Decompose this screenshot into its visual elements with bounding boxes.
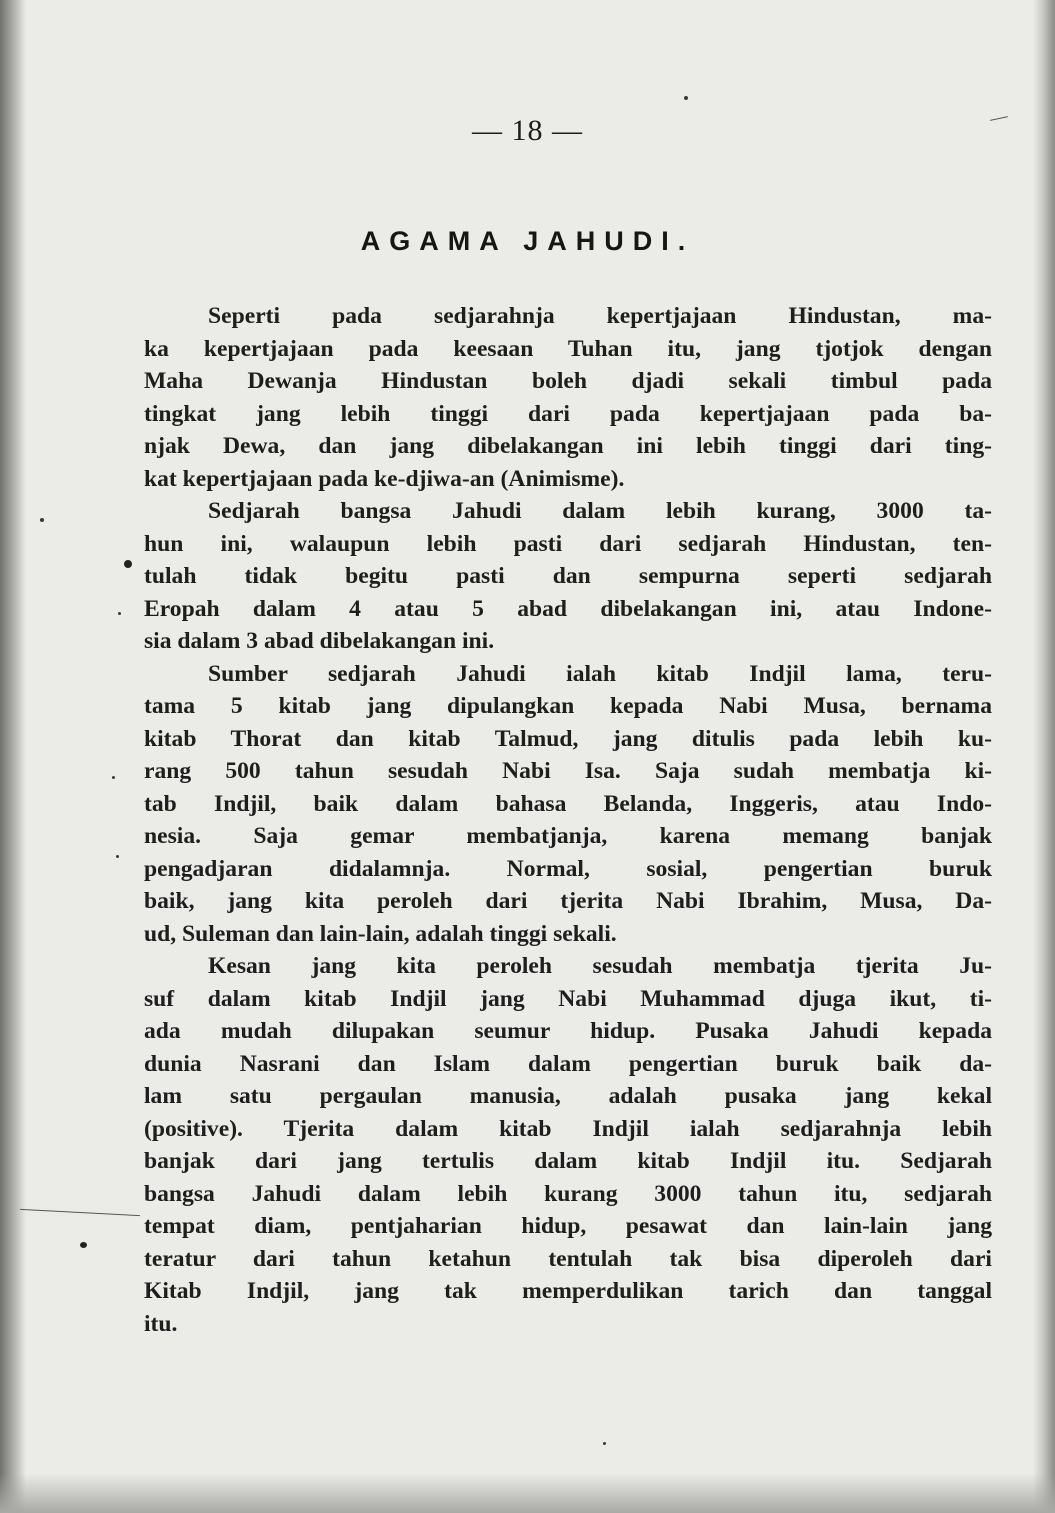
text-line: (positive). Tjerita dalam kitab Indjil ialah sedjarahnja lebih (144, 1115, 992, 1142)
text-line: rang 500 tahun sesudah Nabi Isa. Saja sudah membatja ki- (144, 758, 992, 784)
text-line: Sedjarah bangsa Jahudi dalam lebih kurang, 3000 ta- (208, 498, 992, 524)
text-line: tempat diam, pentjaharian hidup, pesawat dan lain-lain jang (144, 1213, 992, 1239)
ink-speck (40, 518, 44, 522)
ink-speck (684, 96, 688, 100)
ink-speck (118, 612, 121, 615)
text-line: lam satu pergaulan manusia, adalah pusaka jang kekal (144, 1083, 992, 1109)
text-line: tingkat jang lebih tinggi dari pada kepertjajaan pada ba- (144, 400, 992, 427)
text-line: baik, jang kita peroleh dari tjerita Nabi Ibrahim, Musa, Da- (144, 888, 992, 914)
text-line: banjak dari jang tertulis dalam kitab Indjil itu. Sedjarah (144, 1148, 992, 1174)
paragraph-3 (144, 658, 992, 951)
paragraph-4 (144, 950, 992, 1340)
text-line: pengadjaran didalamnja. Normal, sosial, pengertian buruk (144, 855, 992, 882)
text-line: sia dalam 3 abad dibelakangan ini. (144, 628, 495, 654)
text-line: Maha Dewanja Hindustan boleh djadi sekali timbul pada (144, 368, 992, 394)
text-line: ud, Suleman dan lain-lain, adalah tinggi sekali. (144, 920, 617, 947)
text-line: suf dalam kitab Indjil jang Nabi Muhammad djuga ikut, ti- (144, 985, 992, 1012)
page-number: — 18 — (472, 114, 583, 147)
text-line: Kesan jang kita peroleh sesudah membatja tjerita Ju- (208, 953, 992, 979)
text-line: hun ini, walaupun lebih pasti dari sedjarah Hindustan, ten- (144, 530, 992, 557)
ink-dot (80, 1242, 87, 1248)
ink-dot (124, 560, 132, 568)
text-line: kat kepertjajaan pada ke-djiwa-an (Animisme). (144, 465, 625, 492)
text-line: bangsa Jahudi dalam lebih kurang 3000 tahun itu, sedjarah (144, 1180, 992, 1207)
text-line: njak Dewa, dan jang dibelakangan ini lebih tinggi dari ting- (144, 433, 992, 459)
page-edge-bottom (0, 1473, 1055, 1513)
text-line: nesia. Saja gemar membatjanja, karena memang banjak (144, 823, 992, 849)
paragraph-2 (144, 495, 992, 658)
chapter-title: AGAMA JAHUDI. (360, 226, 695, 256)
text-line: kitab Thorat dan kitab Talmud, jang ditulis pada lebih ku- (144, 725, 992, 752)
text-line: Seperti pada sedjarahnja kepertjajaan Hindustan, ma- (208, 303, 992, 329)
text-line: itu. (144, 1310, 178, 1337)
text-line: Sumber sedjarah Jahudi ialah kitab Indjil lama, teru- (208, 660, 992, 687)
text-line: Eropah dalam 4 atau 5 abad dibelakangan ini, atau Indone- (144, 595, 992, 622)
text-line: ada mudah dilupakan seumur hidup. Pusaka Jahudi kepada (144, 1018, 992, 1044)
body-text (144, 300, 992, 1340)
ink-speck (116, 855, 119, 858)
paragraph-1 (144, 300, 992, 495)
text-line: teratur dari tahun ketahun tentulah tak bisa diperoleh dari (144, 1245, 992, 1272)
text-line: ka kepertjajaan pada keesaan Tuhan itu, jang tjotjok dengan (144, 335, 992, 362)
ink-speck (112, 776, 115, 779)
scan-scratch (20, 1209, 140, 1216)
text-line: tulah tidak begitu pasti dan sempurna seperti sedjarah (144, 563, 992, 589)
text-line: tab Indjil, baik dalam bahasa Belanda, Inggeris, atau Indo- (144, 790, 992, 817)
text-line: tama 5 kitab jang dipulangkan kepada Nabi Musa, bernama (144, 693, 992, 719)
ink-speck (603, 1442, 606, 1445)
text-line: dunia Nasrani dan Islam dalam pengertian buruk baik da- (144, 1050, 992, 1077)
text-line: Kitab Indjil, jang tak memperdulikan tarich dan tanggal (144, 1278, 992, 1304)
